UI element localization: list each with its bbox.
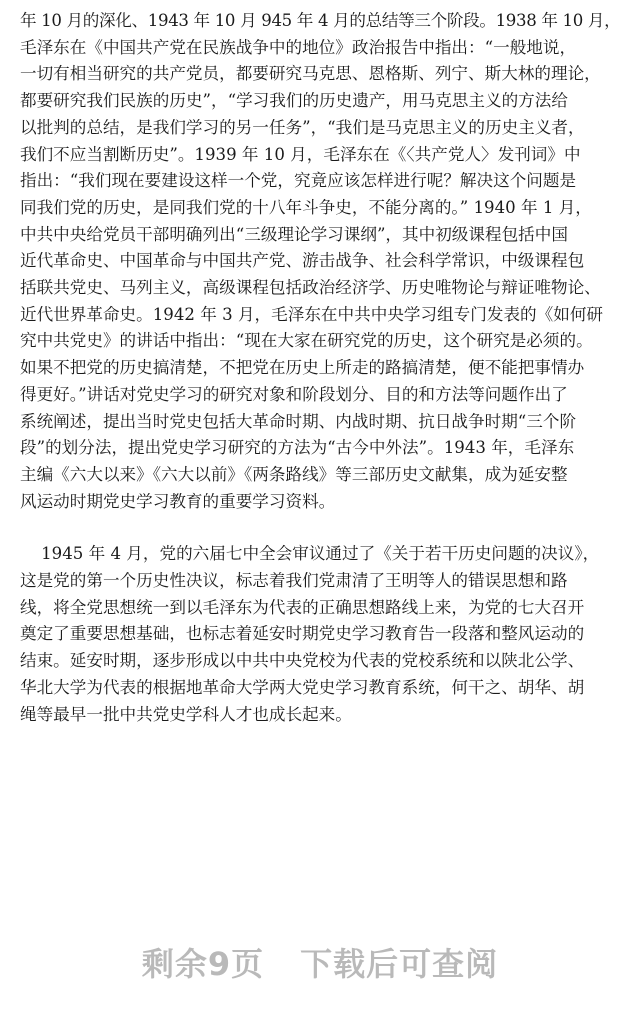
text-line: 风运动时期党史学习教育的重要学习资料。 xyxy=(20,491,336,511)
text-line: 究中共党史》的讲话中指出：“现在大家在研究党的历史，这个研究是必须的。 xyxy=(20,331,593,351)
paragraph-1 xyxy=(20,8,620,515)
text-line: 华北大学为代表的根据地革命大学两大党史学习教育系统，何干之、胡华、胡 xyxy=(20,677,585,697)
text-line: 同我们党的历史，是同我们党的十八年斗争史，不能分离的。” 1940 年 1 月， xyxy=(20,197,592,217)
text-line: 近代革命史、中国革命与中国共产党、游击战争、社会科学常识，中级课程包 xyxy=(20,251,585,271)
text-line: 主编《六大以来》《六大以前》《两条路线》等三部历史文献集，成为延安整 xyxy=(20,464,568,484)
text-line: 得更好。”讲话对党史学习的研究对象和阶段划分、目的和方法等问题作出了 xyxy=(20,384,568,404)
text-line: 括联共党史、马列主义，高级课程包括政治经济学、历史唯物论与辩证唯物论、 xyxy=(20,278,601,298)
text-line: 绳等最早一批中共党史学科人才也成长起来。 xyxy=(20,704,352,724)
text-line: 指出：“我们现在要建设这样一个党，究竟应该怎样进行呢？解决这个问题是 xyxy=(20,171,577,191)
text-line: 系统阐述，提出当时党史包括大革命时期、内战时期、抗日战争时期“三个阶 xyxy=(20,411,577,431)
download-to-read-label[interactable]: 下载后可查阅 xyxy=(300,945,499,983)
text-line: 近代世界革命史。1942 年 3 月，毛泽东在中共中央学习组专门发表的《如何研 xyxy=(20,304,604,324)
text-line: 1945 年 4 月，党的六届七中全会审议通过了《关于若干历史问题的决议》， xyxy=(20,544,600,564)
text-line: 一切有相当研究的共产党员，都要研究马克思、恩格斯、列宁、斯大林的理论， xyxy=(20,64,601,84)
text-line: 这是党的第一个历史性决议，标志着我们党肃清了王明等人的错误思想和路 xyxy=(20,571,568,591)
text-line: 毛泽东在《中国共产党在民族战争中的地位》政治报告中指出：“一般地说， xyxy=(20,37,577,57)
text-line: 线，将全党思想统一到以毛泽东为代表的正确思想路线上来，为党的七大召开 xyxy=(20,597,585,617)
text-line: 我们不应当割断历史”。1939 年 10 月，毛泽东在《〈共产党人〉发刊词》中 xyxy=(20,144,581,164)
document-body xyxy=(20,8,620,728)
text-line: 如果不把党的历史搞清楚，不把党在历史上所走的路搞清楚，便不能把事情办 xyxy=(20,358,585,378)
text-line: 以批判的总结，是我们学习的另一任务”，“我们是马克思主义的历史主义者， xyxy=(20,117,585,137)
download-prompt-banner[interactable] xyxy=(0,940,640,984)
text-line: 奠定了重要思想基础，也标志着延安时期党史学习教育告一段落和整风运动的 xyxy=(20,624,585,644)
text-line: 中共中央给党员干部明确列出“三级理论学习课纲”，其中初级课程包括中国 xyxy=(20,224,568,244)
text-line: 结束。延安时期，逐步形成以中共中央党校为代表的党校系统和以陕北公学、 xyxy=(20,651,585,671)
paragraph-2 xyxy=(20,541,620,728)
text-line: 年 10 月的深化、1943 年 10 月 945 年 4 月的总结等三个阶段。1938 年 10 月， xyxy=(20,11,620,30)
text-line: 段”的划分法，提出党史学习研究的方法为“古今中外法”。1943 年，毛泽东 xyxy=(20,438,575,458)
text-line: 都要研究我们民族的历史”，“学习我们的历史遗产，用马克思主义的方法给 xyxy=(20,91,568,111)
remaining-pages-label[interactable]: 剩余9页 xyxy=(141,945,265,983)
